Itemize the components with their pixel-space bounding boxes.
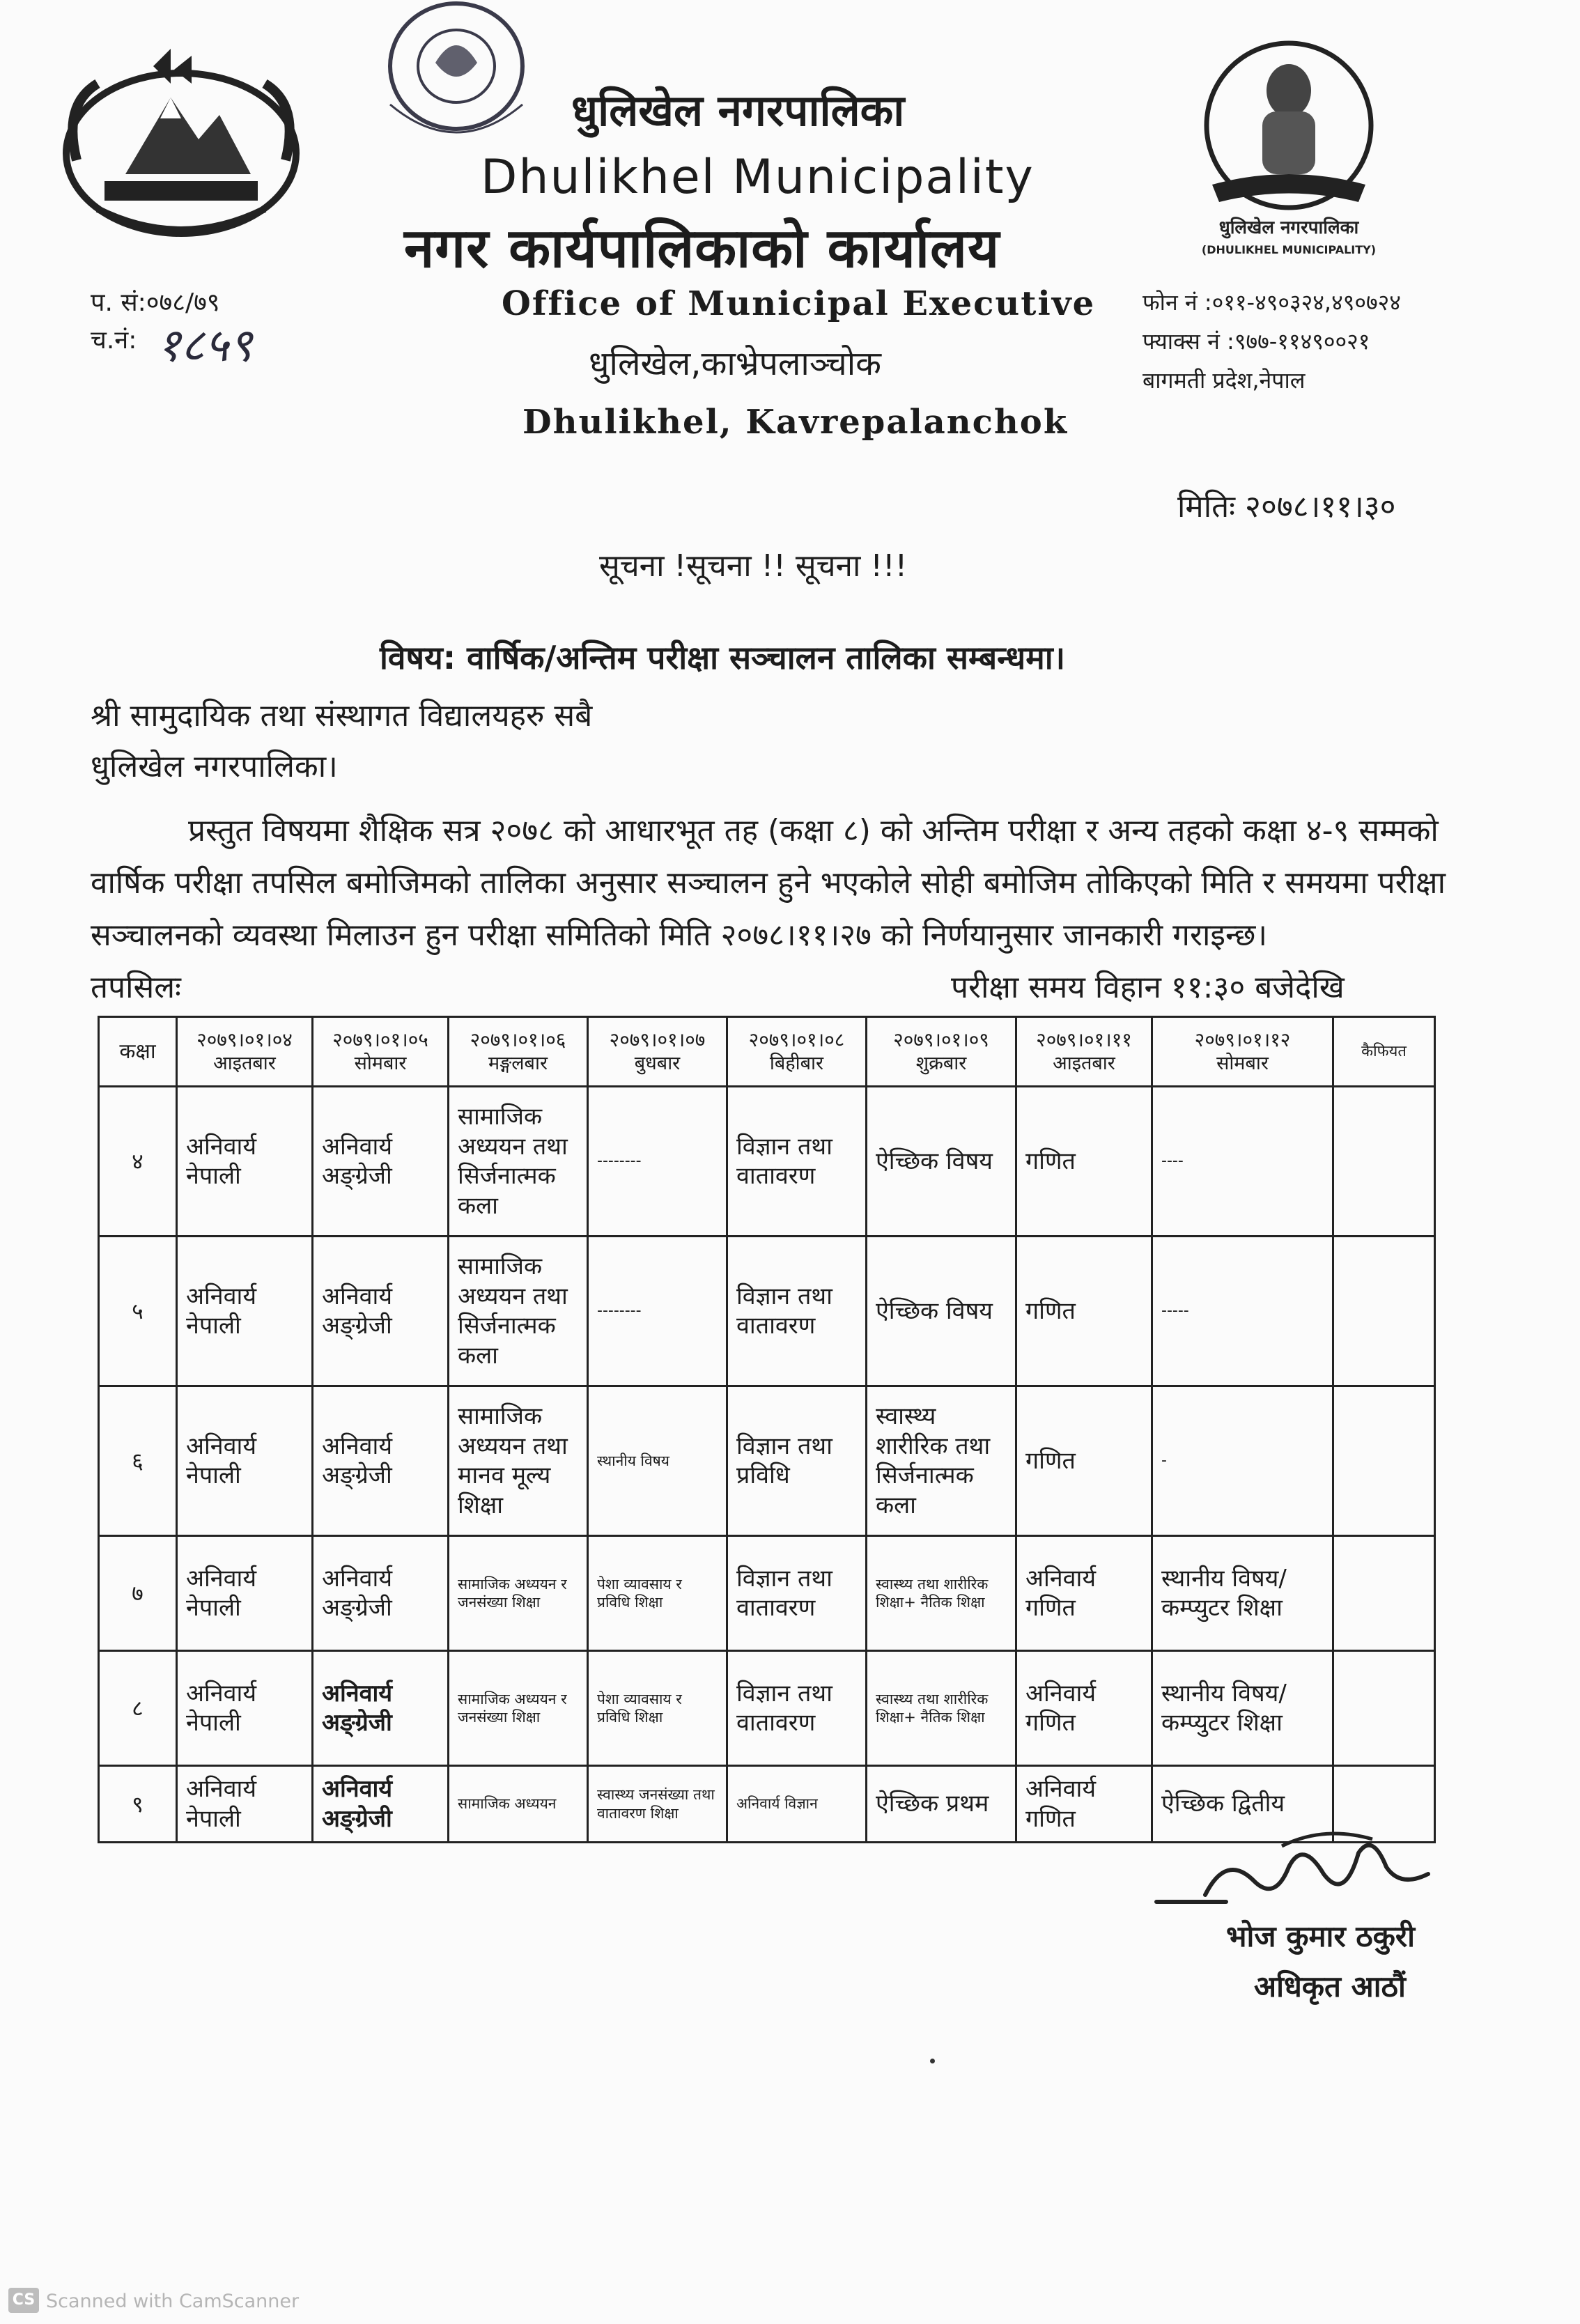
class-cell: ५: [99, 1237, 177, 1386]
remarks-cell: [1333, 1651, 1435, 1766]
header-date-col: [867, 1017, 1016, 1087]
header-date-col: [588, 1017, 727, 1087]
table-cell: अनिवार्य गणित: [1016, 1651, 1152, 1766]
table-cell: विज्ञान तथा वातावरण: [727, 1237, 867, 1386]
right-logo-label-np: धुलिखेल नगरपालिका: [1218, 217, 1359, 238]
fax-number: फ्याक्स नं :९७७-११४९००२१: [1143, 328, 1370, 355]
notice-heading: सूचना !सूचना !! सूचना !!!: [599, 548, 908, 584]
dispatch-label: च.नं:: [91, 326, 137, 355]
municipality-seal-icon: [362, 0, 550, 174]
header-date-col: [727, 1017, 867, 1087]
dhulikhel-logo-icon: [1184, 35, 1393, 265]
header-day: शुक्रबार: [915, 1053, 967, 1075]
header-date: २०७९।०१।०९: [893, 1028, 989, 1052]
header-date-col: [449, 1017, 588, 1087]
header-day: मङ्गलबार: [488, 1053, 548, 1075]
subject-line: विषय: वार्षिक/अन्तिम परीक्षा सञ्चालन तालिका सम्बन्धमा।: [380, 639, 1066, 676]
remarks-cell: [1333, 1087, 1435, 1237]
header-date: २०७९।०१।१२: [1194, 1028, 1291, 1052]
table-cell: स्थानीय विषय: [588, 1386, 727, 1536]
table-cell: अनिवार्य नेपाली: [177, 1536, 313, 1651]
remarks-cell: [1333, 1536, 1435, 1651]
table-row: [99, 1237, 1435, 1386]
header-date: २०७९।०१।०५: [332, 1028, 428, 1052]
table-row: [99, 1536, 1435, 1651]
class-cell: ९: [99, 1766, 177, 1843]
right-logo-label-en: (DHULIKHEL MUNICIPALITY): [1201, 243, 1377, 256]
table-cell: विज्ञान तथा प्रविधि: [727, 1386, 867, 1536]
table-cell: पेशा व्यावसाय र प्रविधि शिक्षा: [588, 1651, 727, 1766]
table-cell: ऐच्छिक द्वितीय: [1152, 1766, 1333, 1843]
header-date-col: [313, 1017, 449, 1087]
table-cell: अनिवार्य नेपाली: [177, 1651, 313, 1766]
letter-number: प. सं:०७८/७९: [91, 288, 220, 317]
place-en: Dhulikhel, Kavrepalanchok: [522, 403, 1069, 442]
class-cell: ८: [99, 1651, 177, 1766]
table-cell: ऐच्छिक विषय: [867, 1087, 1016, 1237]
header-date: २०७९।०१।०८: [748, 1028, 845, 1052]
header-day: सोमबार: [354, 1053, 407, 1075]
table-cell: स्वास्थ्य तथा शारीरिक शिक्षा+ नैतिक शिक्षा: [867, 1536, 1016, 1651]
remarks-cell: [1333, 1386, 1435, 1536]
municipality-name-np: धुलिखेल नगरपालिका: [571, 85, 905, 136]
table-cell: गणित: [1016, 1237, 1152, 1386]
table-cell: अनिवार्य गणित: [1016, 1766, 1152, 1843]
header-remarks: कैफियत: [1333, 1017, 1435, 1087]
table-cell: अनिवार्य नेपाली: [177, 1237, 313, 1386]
table-cell: सामाजिक अध्ययन: [449, 1766, 588, 1843]
table-cell: पेशा व्यावसाय र प्रविधि शिक्षा: [588, 1536, 727, 1651]
table-cell: स्वास्थ्य शारीरिक तथा सिर्जनात्मक कला: [867, 1386, 1016, 1536]
camscanner-watermark: Scanned with CamScanner: [46, 2291, 300, 2312]
body-line-2: वार्षिक परीक्षा तपसिल बमोजिमको तालिका अनुसार सञ्चालन हुने भएकोले सोही बमोजिम तोकिएको मिति र समयमा परीक्षा: [91, 865, 1446, 901]
table-cell: सामाजिक अध्ययन तथा मानव मूल्य शिक्षा: [449, 1386, 588, 1536]
header-date: २०७९।०१।११: [1036, 1028, 1132, 1052]
table-cell: विज्ञान तथा वातावरण: [727, 1087, 867, 1237]
table-cell: अनिवार्य विज्ञान: [727, 1766, 867, 1843]
header-date-col: [177, 1017, 313, 1087]
table-cell: गणित: [1016, 1386, 1152, 1536]
place-np: धुलिखेल,काभ्रेपलाञ्चोक: [589, 344, 881, 383]
table-cell: --------: [588, 1087, 727, 1237]
header-day: सोमबार: [1216, 1053, 1269, 1075]
table-cell: सामाजिक अध्ययन र जनसंख्या शिक्षा: [449, 1536, 588, 1651]
body-line-3: सञ्चालनको व्यवस्था मिलाउन हुन परीक्षा समितिको मिति २०७८।११।२७ को निर्णयानुसार जानकारी गराइन्छ।: [91, 917, 1268, 953]
table-cell: स्थानीय विषय/कम्प्युटर शिक्षा: [1152, 1651, 1333, 1766]
table-cell: अनिवार्य नेपाली: [177, 1386, 313, 1536]
table-cell: ऐच्छिक प्रथम: [867, 1766, 1016, 1843]
table-cell: सामाजिक अध्ययन तथा सिर्जनात्मक कला: [449, 1087, 588, 1237]
exam-schedule-table: [98, 1016, 1436, 1843]
header-day: बिहीबार: [769, 1053, 824, 1075]
dispatch-number-handwritten: १८५९: [157, 318, 253, 372]
table-cell: ----: [1152, 1087, 1333, 1237]
table-cell: अनिवार्य अङ्ग्रेजी: [313, 1237, 449, 1386]
table-cell: अनिवार्य नेपाली: [177, 1087, 313, 1237]
header-date-col: [1016, 1017, 1152, 1087]
table-cell: --------: [588, 1237, 727, 1386]
table-header-row: [99, 1017, 1435, 1087]
province: बागमती प्रदेश,नेपाल: [1143, 367, 1306, 394]
table-cell: गणित: [1016, 1087, 1152, 1237]
header-date: २०७९।०१।०४: [196, 1028, 293, 1052]
header-day: बुधबार: [634, 1053, 681, 1075]
office-name-np: नगर कार्यपालिकाको कार्यालय: [404, 217, 1000, 280]
municipality-name-en: Dhulikhel Municipality: [481, 150, 1035, 205]
table-cell: अनिवार्य अङ्ग्रेजी: [313, 1087, 449, 1237]
office-name-en: Office of Municipal Executive: [502, 284, 1096, 323]
table-row: [99, 1087, 1435, 1237]
table-cell: स्वास्थ्य तथा शारीरिक शिक्षा+ नैतिक शिक्षा: [867, 1651, 1016, 1766]
addressee-line-2: धुलिखेल नगरपालिका।: [91, 749, 338, 784]
table-cell: अनिवार्य अङ्ग्रेजी: [313, 1386, 449, 1536]
class-cell: ४: [99, 1087, 177, 1237]
camscanner-logo-icon: CS: [8, 2288, 39, 2313]
table-cell: अनिवार्य अङ्ग्रेजी: [313, 1766, 449, 1843]
table-cell: सामाजिक अध्ययन तथा सिर्जनात्मक कला: [449, 1237, 588, 1386]
class-cell: ६: [99, 1386, 177, 1536]
table-cell: -----: [1152, 1237, 1333, 1386]
table-row: [99, 1651, 1435, 1766]
phone-number: फोन नं :०११-४९०३२४,४९०७२४: [1143, 289, 1401, 316]
header-date: २०७९।०१।०७: [609, 1028, 706, 1052]
signatory-title: अधिकृत आठौं: [1254, 1969, 1406, 2004]
table-cell: अनिवार्य अङ्ग्रेजी: [313, 1536, 449, 1651]
remarks-cell: [1333, 1237, 1435, 1386]
table-cell: ऐच्छिक विषय: [867, 1237, 1016, 1386]
table-row: [99, 1386, 1435, 1536]
header-date: २०७९।०१।०६: [470, 1028, 566, 1052]
table-cell: अनिवार्य अङ्ग्रेजी: [313, 1651, 449, 1766]
header-date-col: [1152, 1017, 1333, 1087]
header-day: आइतबार: [1053, 1053, 1115, 1075]
table-cell: विज्ञान तथा वातावरण: [727, 1536, 867, 1651]
header-class: कक्षा: [99, 1017, 177, 1087]
letter-date: मितिः २०७८।११।३०: [1177, 489, 1396, 525]
nepal-emblem-icon: [49, 42, 313, 251]
table-cell: विज्ञान तथा वातावरण: [727, 1651, 867, 1766]
table-cell: -: [1152, 1386, 1333, 1536]
addressee-line-1: श्री सामुदायिक तथा संस्थागत विद्यालयहरु सबै: [91, 698, 593, 734]
signature-scribble: [1143, 1825, 1442, 1916]
exam-time: परीक्षा समय विहान ११:३० बजेदेखि: [951, 970, 1345, 1005]
class-cell: ७: [99, 1536, 177, 1651]
table-cell: अनिवार्य गणित: [1016, 1536, 1152, 1651]
tapsil-label: तपसिलः: [91, 970, 181, 1005]
table-cell: स्वास्थ्य जनसंख्या तथा वातावरण शिक्षा: [588, 1766, 727, 1843]
table-cell: स्थानीय विषय/कम्प्युटर शिक्षा: [1152, 1536, 1333, 1651]
header-day: आइतबार: [213, 1053, 276, 1075]
table-cell: अनिवार्य नेपाली: [177, 1766, 313, 1843]
signatory-name: भोज कुमार ठकुरी: [1226, 1919, 1415, 1953]
stray-dot: [930, 2059, 935, 2063]
table-cell: सामाजिक अध्ययन र जनसंख्या शिक्षा: [449, 1651, 588, 1766]
body-line-1: प्रस्तुत विषयमा शैक्षिक सत्र २०७८ को आधारभूत तह (कक्षा ८) को अन्तिम परीक्षा र अन्य तहको कक्षा ४-९ सम्मको: [188, 813, 1439, 849]
